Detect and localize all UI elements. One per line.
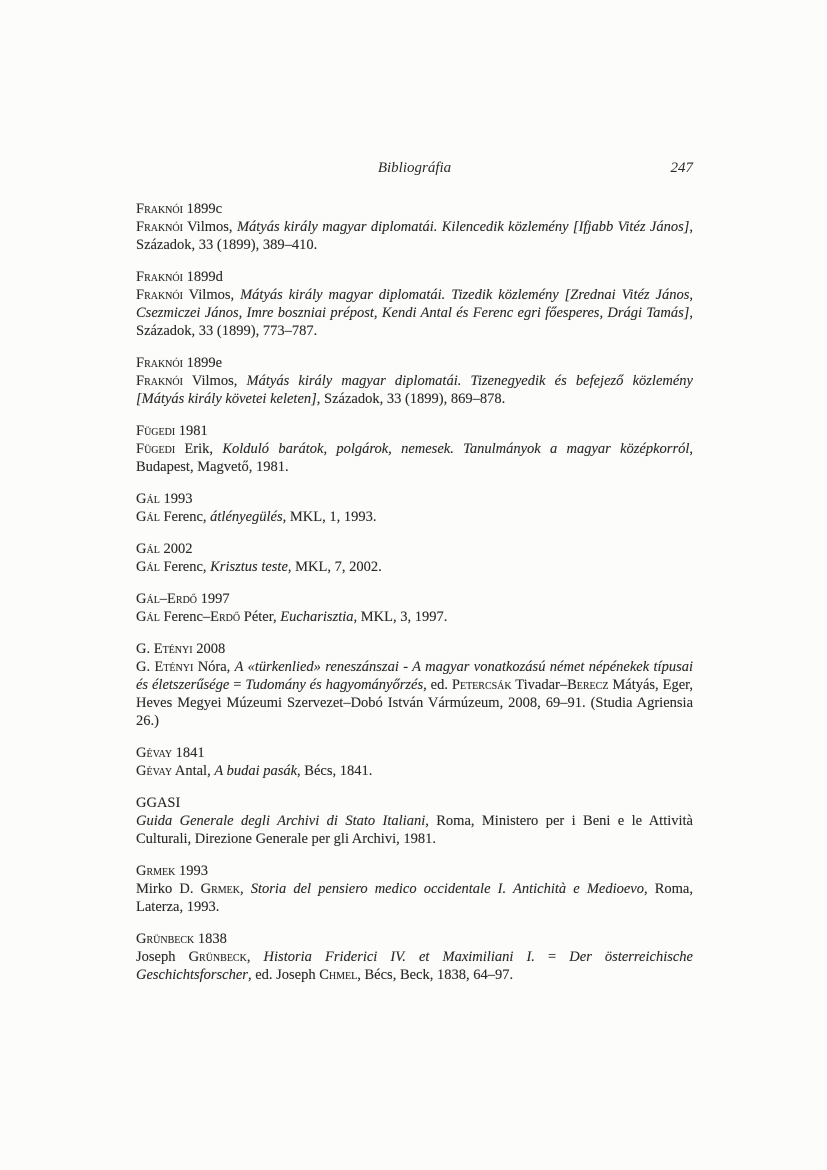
entry-heading: [136, 590, 693, 608]
entry-body: [136, 948, 693, 984]
text-segment: , Roma, Ministero per i Beni e le Attività Culturali, Direzione Generale per gli Archivi, 1981.: [136, 813, 693, 847]
text-segment: Mátyás király magyar diplomatái. Kilencedik közlemény [Ifjabb Vitéz János]: [236, 219, 690, 235]
text-segment: Grmek: [200, 881, 240, 897]
text-segment: Mátyás király magyar diplomatái. Tizedik közlemény [Zrednai Vitéz János, Csezmiczei János, Imre boszniai prépost, Kendi Antal és Ferenc egri főesperes, Drági Tamás]: [136, 287, 693, 321]
text-segment: Der österreichische Geschichtsforscher: [136, 949, 693, 983]
entry-heading: [136, 490, 693, 508]
text-segment: A budai pasák: [214, 763, 298, 779]
text-segment: Vilmos,: [182, 219, 237, 235]
text-segment: Fraknói: [136, 355, 183, 371]
text-segment: Erdő: [210, 609, 241, 625]
bibliography-entry: [136, 200, 693, 254]
entry-heading: [136, 930, 693, 948]
text-segment: 1838: [194, 931, 227, 947]
text-segment: Etényi: [153, 641, 193, 657]
text-segment: 1993: [175, 863, 208, 879]
text-segment: Kolduló barátok, polgárok, nemesek. Tanulmányok a magyar középkorról: [222, 441, 690, 457]
text-segment: Berecz: [567, 677, 609, 693]
text-segment: Mátyás, Eger, Heves Megyei Múzeumi Szervezet–Dobó István Vármúzeum, 2008, 69–91. (Studia Agriensia 26.): [136, 677, 694, 729]
page-number: 247: [670, 160, 693, 176]
text-segment: =: [534, 949, 570, 965]
text-segment: Grünbeck: [188, 949, 247, 965]
text-segment: Storia del pensiero medico occidentale I. Antichità e Medioevo: [250, 881, 644, 897]
text-segment: , ed. Joseph: [247, 967, 320, 983]
text-segment: Nóra,: [193, 659, 235, 675]
text-segment: Gévay: [136, 745, 173, 761]
text-segment: , Századok, 33 (1899), 773–787.: [136, 305, 693, 339]
text-segment: ,: [239, 881, 251, 897]
entry-body: [136, 286, 693, 340]
entry-body: [136, 608, 693, 626]
text-segment: Grmek: [136, 863, 176, 879]
text-segment: , ed.: [423, 677, 452, 693]
bibliography-entry: [136, 794, 693, 848]
bibliography-list: [136, 200, 693, 984]
entry-heading: [136, 422, 693, 440]
text-segment: Gévay: [136, 763, 173, 779]
text-segment: Chmel: [319, 967, 358, 983]
text-segment: 1981: [175, 423, 208, 439]
entry-heading: [136, 200, 693, 218]
text-segment: Gál: [136, 609, 160, 625]
text-segment: 1997: [197, 591, 230, 607]
text-segment: ,: [246, 949, 264, 965]
bibliography-entry: [136, 422, 693, 476]
text-segment: GGASI: [136, 795, 181, 811]
entry-body: [136, 762, 693, 780]
text-segment: Gál: [136, 541, 160, 557]
entry-heading: [136, 794, 693, 812]
running-header: [136, 160, 693, 178]
text-segment: Gál: [136, 559, 160, 575]
text-segment: Ferenc–: [159, 609, 211, 625]
bibliography-entry: [136, 354, 693, 408]
text-segment: Joseph: [136, 949, 189, 965]
entry-heading: [136, 540, 693, 558]
entry-body: [136, 218, 693, 254]
text-segment: Mátyás király magyar diplomatái. Tizenegyedik és befejező közlemény [Mátyás király követei keleten]: [136, 373, 693, 407]
text-segment: , MKL, 3, 1997.: [353, 609, 448, 625]
bibliography-entry: [136, 490, 693, 526]
text-segment: , MKL, 1, 1993.: [282, 509, 377, 525]
text-segment: 1993: [159, 491, 193, 507]
text-segment: Ferenc,: [159, 509, 211, 525]
text-segment: 1899c: [182, 201, 223, 217]
text-segment: Tudomány és hagyományőrzés: [245, 677, 424, 693]
entry-body: [136, 372, 693, 408]
text-segment: Gál: [136, 509, 160, 525]
text-segment: Krisztus teste: [210, 559, 288, 575]
text-segment: =: [229, 677, 246, 693]
text-segment: Mirko D.: [136, 881, 201, 897]
page-title: Bibliográfia: [377, 160, 452, 176]
text-segment: 2002: [159, 541, 193, 557]
text-segment: Vilmos,: [182, 373, 247, 389]
text-segment: , Budapest, Magvető, 1981.: [136, 441, 693, 475]
text-segment: Péter,: [240, 609, 281, 625]
text-segment: Historia Friderici IV. et Maximiliani I.: [263, 949, 535, 965]
text-segment: Fraknói: [136, 201, 183, 217]
text-segment: Tivadar–: [511, 677, 568, 693]
bibliography-entry: [136, 540, 693, 576]
text-segment: 2008: [192, 641, 226, 657]
entry-heading: [136, 640, 693, 658]
text-segment: Eucharisztia: [280, 609, 354, 625]
text-segment: átlényegülés: [210, 509, 283, 525]
entry-body: [136, 812, 693, 848]
text-segment: Vilmos,: [182, 287, 241, 303]
text-segment: , MKL, 7, 2002.: [287, 559, 382, 575]
text-segment: , Századok, 33 (1899), 869–878.: [316, 391, 506, 407]
text-segment: G.: [136, 641, 154, 657]
entry-heading: [136, 268, 693, 286]
text-segment: Fügedi: [136, 423, 176, 439]
bibliography-entry: [136, 640, 693, 730]
entry-body: [136, 880, 693, 916]
entry-heading: [136, 354, 693, 372]
text-segment: Ferenc,: [159, 559, 211, 575]
text-segment: Antal,: [172, 763, 215, 779]
text-segment: Gál–Erdő: [136, 591, 198, 607]
text-segment: Grünbeck: [136, 931, 195, 947]
entry-heading: [136, 744, 693, 762]
text-segment: Guida Generale degli Archivi di Stato Italiani: [136, 813, 426, 829]
text-segment: Fraknói: [136, 269, 183, 285]
text-segment: 1899d: [182, 269, 223, 285]
entry-body: [136, 658, 693, 730]
text-segment: Fraknói: [136, 373, 183, 389]
text-segment: Gál: [136, 491, 160, 507]
bibliography-entry: [136, 268, 693, 340]
text-segment: , Roma, Laterza, 1993.: [136, 881, 693, 915]
text-segment: Fügedi: [136, 441, 176, 457]
entry-heading: [136, 862, 693, 880]
text-segment: A «türkenlied» reneszánszai - A magyar vonatkozású német népénekek típusai és életszerűsége: [136, 659, 693, 693]
entry-body: [136, 508, 693, 526]
text-segment: Etényi: [154, 659, 194, 675]
text-segment: , Bécs, 1841.: [297, 763, 373, 779]
bibliography-entry: [136, 590, 693, 626]
bibliography-entry: [136, 930, 693, 984]
bibliography-entry: [136, 744, 693, 780]
text-segment: 1899e: [182, 355, 223, 371]
entry-body: [136, 440, 693, 476]
text-segment: Erik,: [175, 441, 223, 457]
text-segment: Fraknói: [136, 219, 183, 235]
text-block: [136, 160, 693, 998]
text-segment: Petercsák: [451, 677, 512, 693]
text-segment: Fraknói: [136, 287, 183, 303]
text-segment: G.: [136, 659, 155, 675]
entry-body: [136, 558, 693, 576]
bibliography-entry: [136, 862, 693, 916]
text-segment: , Századok, 33 (1899), 389–410.: [136, 219, 693, 253]
text-segment: , Bécs, Beck, 1838, 64–97.: [357, 967, 514, 983]
text-segment: 1841: [172, 745, 205, 761]
